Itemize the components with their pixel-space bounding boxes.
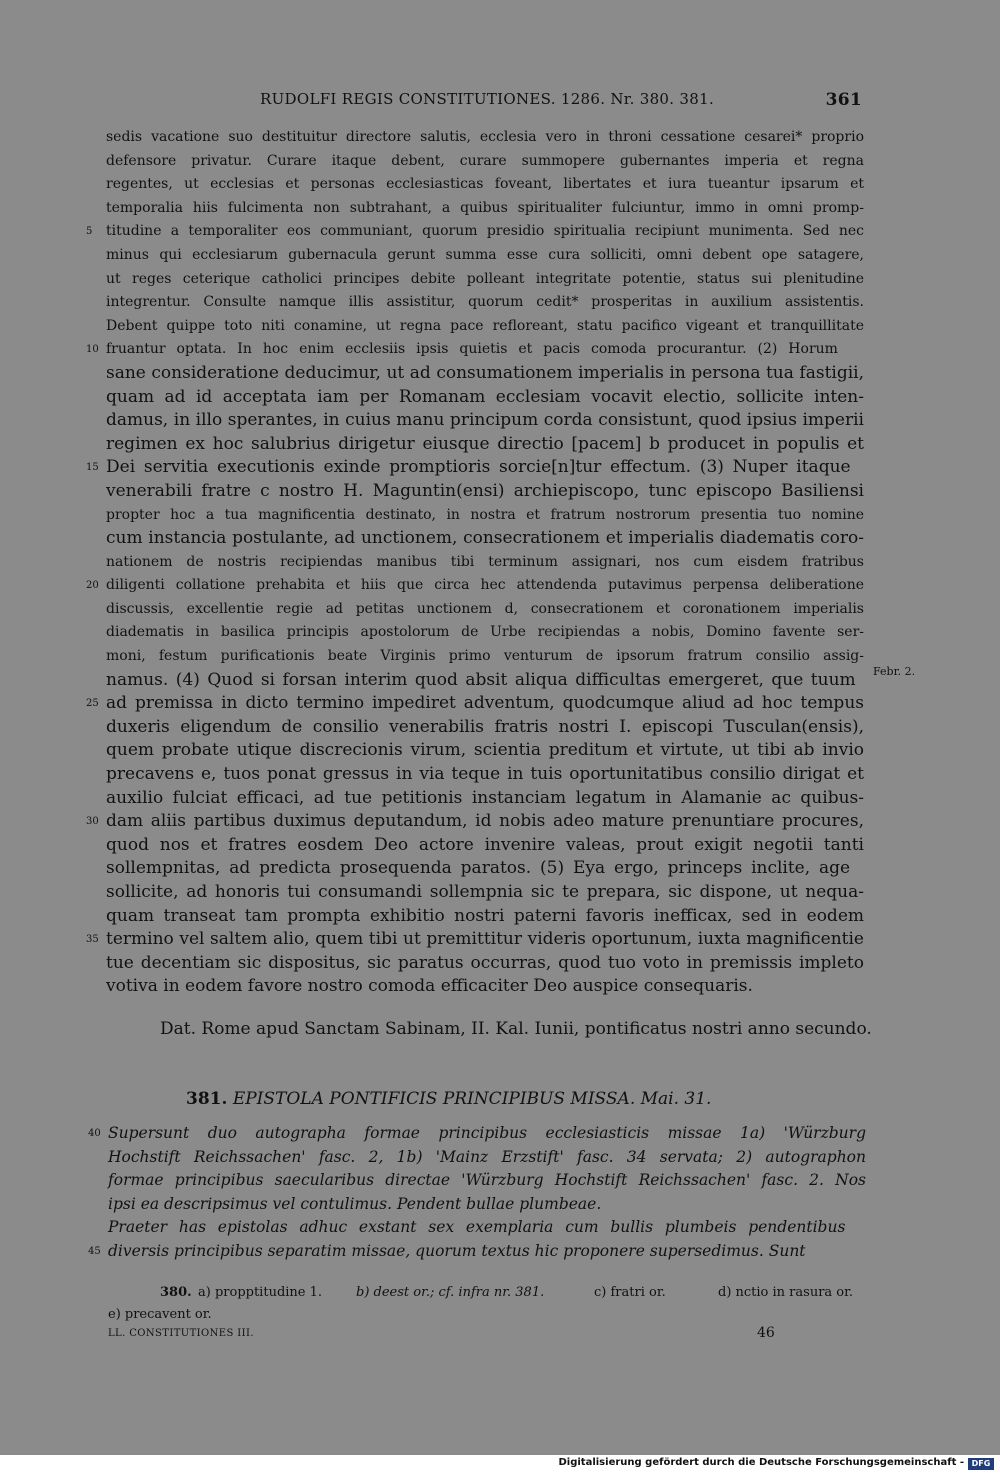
commentary-line — [108, 1193, 868, 1217]
line-text: quam transeat tam prompta exhibitio nostri paterni favoris inefficax, sed in eodem — [106, 905, 864, 926]
footnotes — [108, 1282, 868, 1326]
main-text — [86, 126, 866, 999]
text-line — [86, 692, 866, 716]
running-title: RUDOLFI REGIS CONSTITUTIONES. 1286. Nr. 380. 381. — [260, 90, 715, 108]
line-number: 45 — [88, 1245, 101, 1257]
line-number: 5 — [86, 226, 93, 238]
commentary-line — [88, 1240, 868, 1264]
text-line — [106, 952, 866, 976]
text-line — [106, 268, 866, 292]
line-number: 40 — [88, 1128, 101, 1139]
line-text: regimen ex hoc salubrius dirigetur eiusque directio [pacem] b producet in populis et — [106, 433, 864, 454]
text-line — [106, 126, 866, 150]
line-text: fruantur optata. In hoc enim ecclesiis ipsis quietis et pacis comoda procurantur. (2) Horum — [106, 341, 838, 358]
line-number: 10 — [86, 344, 99, 356]
footer-volume: LL. CONSTITUTIONES III. — [108, 1328, 254, 1339]
text-line — [106, 315, 866, 339]
commentary-line — [108, 1146, 868, 1170]
text-line — [106, 362, 866, 386]
line-text: sedis vacatione suo destituitur directore salutis, ecclesia vero in throni cessatione cesarei* proprio — [106, 129, 864, 145]
text-line — [106, 527, 866, 551]
text-line — [106, 291, 866, 315]
line-text: damus, in illo sperantes, in cuius manu principum corda consistunt, quod ipsius imperii — [106, 410, 864, 431]
text-line — [86, 928, 866, 952]
line-text: duxeris eligendum de consilio venerabilis fratris nostri I. episcopi Tusculan(ensis), — [106, 716, 864, 737]
dfg-logo: DFG — [968, 1458, 994, 1470]
line-text: nationem de nostris recipiendas manibus tibi terminum assignari, nos cum eisdem fratribus — [106, 553, 864, 570]
footnote-c: c) fratri or. — [594, 1285, 666, 1300]
line-text: Hochstift Reichssachen' fasc. 2, 1b) 'Mainz Erzstift' fasc. 34 servata; 2) autographon — [108, 1147, 866, 1166]
text-line — [86, 338, 866, 362]
footnote-a: a) propptitudine 1. — [198, 1285, 323, 1300]
line-text: diversis principibus separatim missae, quorum textus hic proponere supersedimus. Sunt — [108, 1241, 806, 1260]
margin-date-note: Febr. 2. — [873, 665, 916, 678]
footer-signature: 46 — [757, 1325, 775, 1341]
line-text: quam ad id acceptata iam per Romanam ecclesiam vocavit electio, sollicite inten- — [106, 386, 864, 407]
text-line — [106, 244, 866, 268]
line-text: diligenti collatione prehabita et hiis que circa hec attendenda putavimus perpensa deliberatione — [106, 577, 864, 594]
page-number: 361 — [825, 90, 862, 110]
text-line — [106, 173, 866, 197]
line-text: precavens e, tuos ponat gressus in via teque in tuis oportunitatibus consilio dirigat et — [106, 764, 864, 785]
text-line — [106, 975, 866, 999]
footnote-row-1 — [108, 1282, 868, 1304]
footnote-b: b) deest or.; cf. infra nr. 381. — [356, 1285, 545, 1300]
line-text: formae principibus saecularibus directae 'Würzburg Hochstift Reichssachen' fasc. 2. Nos — [108, 1171, 866, 1189]
text-line — [106, 905, 866, 929]
section-date: Mai. 31. — [640, 1089, 712, 1109]
text-line — [106, 857, 866, 881]
text-line — [106, 763, 866, 787]
funding-credit: Digitalisierung gefördert durch die Deutsche Forschungsgemeinschaft - — [558, 1457, 964, 1468]
line-number: 20 — [86, 580, 99, 592]
text-line — [106, 739, 866, 763]
text-line — [106, 409, 866, 433]
line-text: minus qui ecclesiarum gubernacula gerunt summa esse cura solliciti, omni debent ope satagere, — [106, 246, 864, 263]
line-text: diadematis in basilica principis apostolorum de Urbe recipiendas a nobis, Domino favente ser- — [106, 624, 864, 641]
line-text: sane consideratione deducimur, ut ad consumationem imperialis in persona tua fastigii, — [106, 362, 864, 383]
footnote-d: d) nctio in rasura or. — [718, 1285, 854, 1300]
line-text: quem probate utique discrecionis virum, scientia preditum et virtute, ut tibi ab invio — [106, 740, 864, 761]
section-number: 381. — [186, 1089, 228, 1109]
line-text: ipsi ea descripsimus vel contulimus. Pendent bullae plumbeae. — [108, 1194, 602, 1213]
line-text: Praeter has epistolas adhuc exstant sex exemplaria cum bullis plumbeis pendentibus — [108, 1218, 846, 1236]
footnote-row-2 — [108, 1304, 868, 1326]
line-text: cum instancia postulante, ad unctionem, consecrationem et imperialis diadematis coro- — [106, 528, 864, 549]
text-line — [86, 220, 866, 244]
line-text: dam aliis partibus duximus deputandum, id nobis adeo mature prenuntiare procures, — [106, 811, 864, 832]
line-text: temporalia hiis fulcimenta non subtrahant, a quibus spiritualiter fulciuntur, immo in omni promp- — [106, 199, 864, 216]
credit-bar — [0, 1455, 1000, 1473]
section-heading: EPISTOLA PONTIFICIS PRINCIPIBUS MISSA. — [232, 1089, 636, 1109]
line-text: tue decentiam sic dispositus, sic paratus occurras, quod tuo voto in premissis impleto — [106, 952, 864, 973]
line-text: ut reges ceterique catholici principes debite polleant integritate potentie, status sui plenitudine — [106, 270, 864, 287]
dating-line: Dat. Rome apud Sanctam Sabinam, II. Kal. Iunii, pontificatus nostri anno secundo. — [160, 1019, 872, 1039]
line-text: termino vel saltem alio, quem tibi ut premittitur videris oportunum, iuxta magnificentie — [106, 929, 864, 950]
line-text: regentes, ut ecclesias et personas ecclesiasticas foveant, libertates et iura tueantur ipsarum et — [106, 176, 864, 193]
text-line — [106, 834, 866, 858]
commentary-line — [88, 1122, 868, 1146]
line-text: integrentur. Consulte namque illis assistitur, quorum cedit* prosperitas in auxilium assistentis. — [106, 294, 864, 311]
line-number: 35 — [86, 934, 99, 946]
text-line — [106, 551, 866, 575]
line-text: moni, festum purificationis beate Virginis primo venturum de ipsorum fratrum consilio assig- — [106, 648, 864, 665]
page-header — [260, 90, 860, 108]
line-text: sollicite, ad honoris tui consumandi sollempnia sic te prepara, sic dispone, ut nequa- — [106, 882, 864, 902]
text-line — [106, 433, 866, 457]
line-text: namus. (4) Quod si forsan interim quod absit aliqua difficultas emergeret, que tuum — [106, 669, 856, 690]
line-text: propter hoc a tua magnificentia destinato, in nostra et fratrum nostrorum presentia tuo nomine — [106, 506, 864, 523]
text-line — [106, 150, 866, 174]
commentary-line — [108, 1169, 868, 1193]
text-line — [106, 645, 866, 669]
commentary-line — [108, 1216, 868, 1240]
text-line — [86, 810, 866, 834]
line-text: sollempnitas, ad predicta prosequenda paratos. (5) Eya ergo, princeps inclite, age — [106, 858, 851, 879]
section-title — [186, 1089, 711, 1109]
text-line — [106, 480, 866, 504]
section-commentary — [88, 1122, 868, 1263]
text-line — [106, 504, 866, 528]
line-text: votiva in eodem favore nostro comoda efficaciter Deo auspice consequaris. — [106, 976, 753, 997]
line-text: Debent quippe toto niti conamine, ut regna pace refloreant, statu pacifico vigeant et tranquillitate — [106, 317, 864, 334]
footnote-e: e) precavent or. — [108, 1307, 212, 1322]
text-line — [106, 881, 866, 905]
text-line — [106, 787, 866, 811]
text-line — [86, 574, 866, 598]
text-line — [106, 716, 866, 740]
line-text: defensore privatur. Curare itaque debent, curare summopere gubernantes imperia et regna — [106, 152, 864, 169]
line-text: titudine a temporaliter eos communiant, quorum presidio spiritualia recipiunt munimenta. Sed nec — [106, 223, 864, 240]
line-text: venerabili fratre c nostro H. Maguntin(ensi) archiepiscopo, tunc episcopo Basiliensi — [106, 480, 864, 501]
line-number: 15 — [86, 462, 99, 474]
line-number: 30 — [86, 816, 99, 828]
text-line — [106, 386, 866, 410]
text-line — [106, 197, 866, 221]
text-line — [86, 456, 866, 480]
line-text: auxilio fulciat efficaci, ad tue petitionis instanciam legatum in Alamanie ac quibus- — [106, 787, 864, 808]
line-text: quod nos et fratres eosdem Deo actore invenire valeas, prout exigit negotii tanti — [106, 834, 864, 855]
text-line — [106, 669, 866, 693]
line-number: 25 — [86, 698, 99, 710]
line-text: discussis, excellentie regie ad petitas unctionem d, consecrationem et coronationem imperialis — [106, 600, 864, 617]
line-text: Dei servitia executionis exinde promptioris sorcie[n]tur effectum. (3) Nuper itaque — [106, 457, 851, 478]
line-text: ad premissa in dicto termino impediret adventum, quodcumque aliud ad hoc tempus — [106, 693, 864, 714]
footnote-ref: 380. — [160, 1285, 192, 1300]
line-text: Supersunt duo autographa formae principibus ecclesiasticis missae 1a) 'Würzburg — [108, 1124, 866, 1142]
text-line — [106, 598, 866, 622]
text-line — [106, 621, 866, 645]
